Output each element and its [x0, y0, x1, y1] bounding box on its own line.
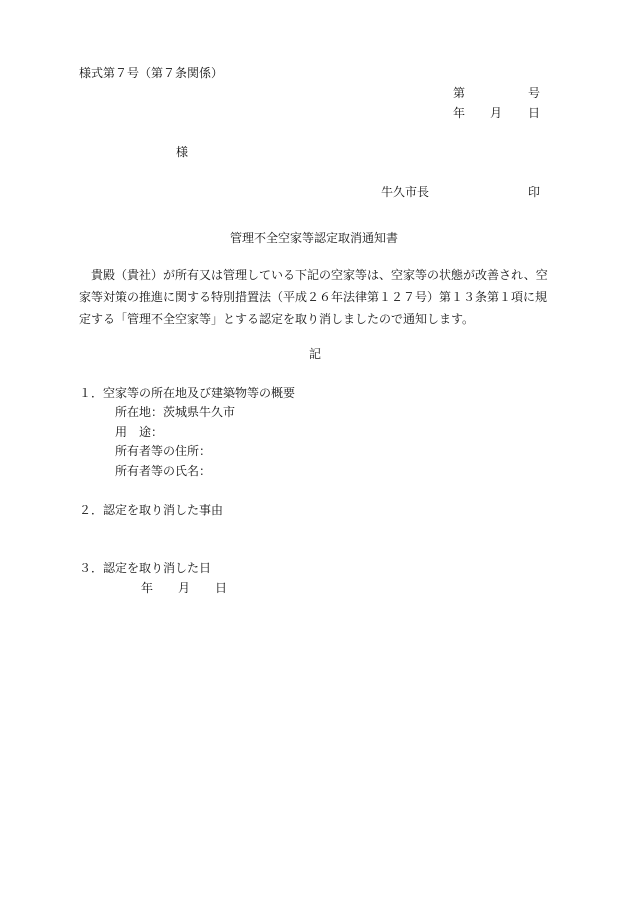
body-line: 定する「管理不全空家等」とする認定を取り消しましたので通知します。	[79, 312, 475, 326]
form-number: 様式第７号（第７条関係）	[79, 66, 224, 80]
body-line: 家等対策の推進に関する特別措置法（平成２６年法律第１２７号）第１３条第１項に規	[79, 290, 548, 304]
issuer-seal: 印	[528, 185, 541, 199]
section2-heading: ２．認定を取り消した事由	[79, 503, 224, 517]
issuer-title: 牛久市長	[381, 185, 430, 199]
addressee-honorific: 様	[176, 145, 189, 159]
section3-heading: ３．認定を取り消した日	[79, 561, 212, 575]
section1-item-use: 用 途：	[115, 425, 164, 439]
issue-date-year: 年	[453, 106, 466, 120]
issue-number-suffix: 号	[528, 86, 541, 100]
section1-item-owner-name: 所有者等の氏名：	[115, 464, 212, 478]
section3-date-year: 年	[141, 581, 154, 595]
body-line: 貴殿（貴社）が所有又は管理している下記の空家等は、空家等の状態が改善され、空	[91, 268, 548, 282]
ki-heading: 記	[309, 347, 322, 361]
body-paragraph	[79, 264, 548, 330]
section1-item-location: 所在地：茨城県牛久市	[115, 405, 236, 419]
issue-date-day: 日	[528, 106, 541, 120]
section1-item-owner-address: 所有者等の住所：	[115, 444, 212, 458]
document-title: 管理不全空家等認定取消通知書	[230, 231, 399, 245]
issue-date-month: 月	[490, 106, 503, 120]
section3-date-month: 月	[178, 581, 191, 595]
section1-heading: １．空家等の所在地及び建築物等の概要	[79, 386, 296, 400]
issue-number-prefix: 第	[453, 86, 466, 100]
section3-date-day: 日	[215, 581, 228, 595]
